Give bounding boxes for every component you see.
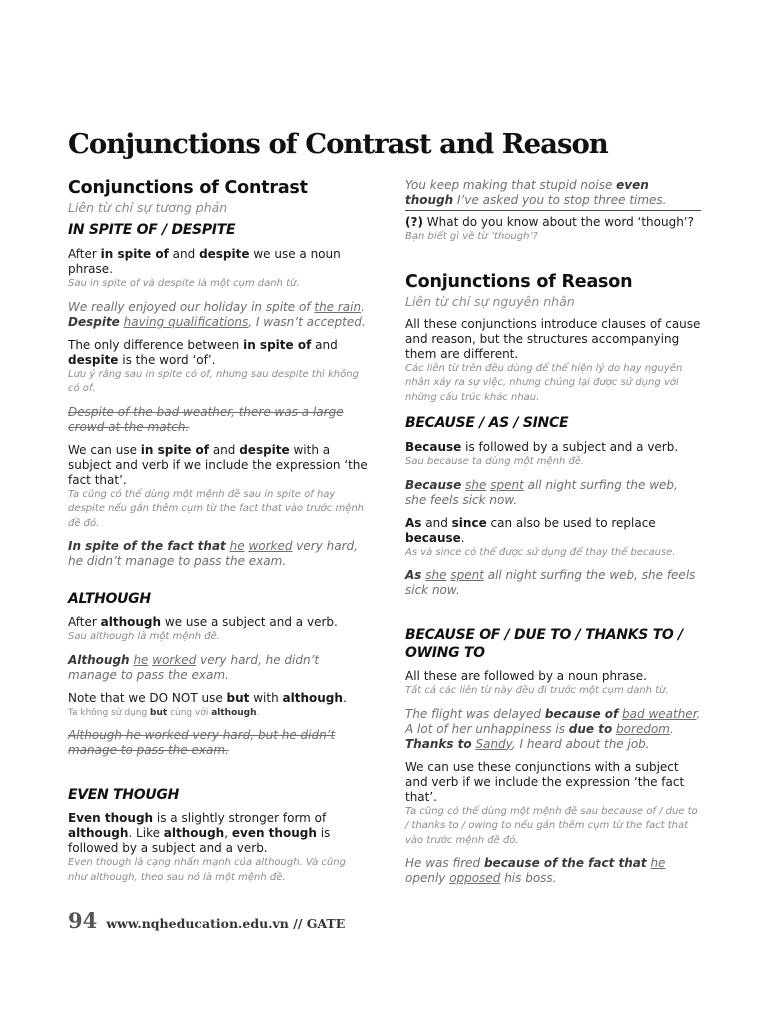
although-heading: ALTHOUGH — [68, 591, 151, 607]
although-but-translation: Ta không sử dụng but cùng với although. — [68, 707, 260, 718]
because-of-rule-translation: Tất cả các liên từ này đều đi trước một cụm danh từ. — [405, 685, 669, 696]
despite-example-1: We really enjoyed our holiday in spite of the rain. Despite having qualifications, I wasn’t accepted. — [68, 299, 366, 329]
right-column — [405, 178, 701, 886]
reason-intro: All these conjunctions introduce clauses of cause and reason, but the structures accompanying them are different. — [405, 316, 701, 361]
despite-rule-translation: Sau in spite of và despite là một cụm danh từ. — [68, 278, 300, 289]
left-column — [68, 178, 368, 885]
although-but-note: Note that we DO NOT use but with although. — [68, 690, 347, 705]
divider — [405, 210, 701, 211]
reason-section-title: Conjunctions of Reason — [405, 271, 633, 292]
because-of-heading: BECAUSE OF / DUE TO / THANKS TO / OWING TO — [405, 627, 683, 661]
despite-fact-that-translation: Ta cũng có thể dùng một mệnh đề sau in spite of hay despite nếu gắn thêm cụm từ the fact that vào trước mệnh đề đó. — [68, 488, 365, 529]
although-wrong-example: Although he worked very hard, but he didn’t manage to pass the exam. — [68, 728, 336, 757]
even-though-rule-text: Even though is a slightly stronger form of although. Like although, even though is followed by a subject and a verb. — [68, 811, 331, 855]
as-since-text: As and since can also be used to replace because. — [405, 515, 656, 545]
as-since-translation: As và since có thể được sử dụng để thay thế because. — [405, 546, 676, 558]
because-rule-translation: Sau because ta dùng một mệnh đề. — [405, 456, 585, 467]
because-of-fact-that-text: We can use these conjunctions with a subject and verb if we include the expression ‘the fact that’. — [405, 759, 685, 804]
because-of-fact-that-translation: Ta cũng có thể dùng một mệnh đề sau because of / due to / thanks to / owing to nếu gắn thêm cụm từ the fact that vào trước mệnh đề đó. — [405, 805, 698, 846]
because-of-fact-that-example: He was fired because of the fact that he openly opposed his boss. — [405, 856, 666, 885]
despite-fact-that-text: We can use in spite of and despite with a subject and verb if we include the expression ‘the fact that’. — [68, 442, 368, 487]
contrast-section-title: Conjunctions of Contrast — [68, 178, 308, 198]
despite-difference-text: The only difference between in spite of and despite is the word ‘of’. — [68, 337, 338, 367]
although-rule-text: After although we use a subject and a verb. — [68, 615, 338, 629]
contrast-section-subtitle: Liên từ chỉ sự tương phản — [68, 200, 228, 215]
because-of-examples: The flight was delayed because of bad weather. A lot of her unhappiness is due to boredom. Thanks to Sandy, I heard about the job. — [405, 706, 701, 751]
although-rule-translation: Sau although là một mệnh đề. — [68, 631, 220, 642]
because-rule-text: Because is followed by a subject and a verb. — [405, 440, 679, 454]
because-heading: BECAUSE / AS / SINCE — [405, 415, 569, 431]
despite-heading: IN SPITE OF / DESPITE — [68, 222, 236, 238]
although-example: Although he worked very hard, he didn’t manage to pass the exam. — [68, 652, 320, 682]
even-though-rule-translation: Even though là cạng nhấn mạnh của although. Và cũng như although, theo sau nó là một mệnh đề. — [68, 857, 346, 883]
because-of-rule-text: All these are followed by a noun phrase. — [405, 669, 647, 683]
footer — [68, 908, 345, 933]
because-example: Because she spent all night surfing the web, she feels sick now. — [405, 477, 678, 507]
despite-wrong-example: Despite of the bad weather, there was a large crowd at the match. — [68, 404, 344, 434]
page-title: Conjunctions of Contrast and Reason — [68, 128, 608, 160]
despite-difference-translation: Lưu ý rằng sau in spite có of, nhưng sau despite thì không có of. — [68, 368, 359, 394]
despite-rule-text: After in spite of and despite we use a noun phrase. — [68, 247, 341, 276]
even-though-heading: EVEN THOUGH — [68, 787, 179, 803]
footer-website: www.nqheducation.edu.vn // GATE — [106, 916, 346, 931]
as-example: As she spent all night surfing the web, she feels sick now. — [405, 568, 696, 597]
though-question-translation: Bạn biết gì về từ ‘though’? — [405, 231, 538, 242]
though-question: (?) What do you know about the word ‘though’? — [405, 215, 694, 229]
even-though-example: You keep making that stupid noise even though I’ve asked you to stop three times. — [405, 178, 667, 207]
page-number: 94 — [68, 908, 98, 933]
despite-fact-that-example: In spite of the fact that he worked very hard, he didn’t manage to pass the exam. — [68, 539, 358, 568]
reason-intro-translation: Các liên từ trên đều dùng để thể hiện lý do hay nguyên nhân xảy ra sự việc, nhưng chúng lại được sử dụng với những cấu trúc khác nhau. — [405, 362, 683, 403]
reason-section-subtitle: Liên từ chỉ sự nguyên nhân — [405, 293, 575, 309]
